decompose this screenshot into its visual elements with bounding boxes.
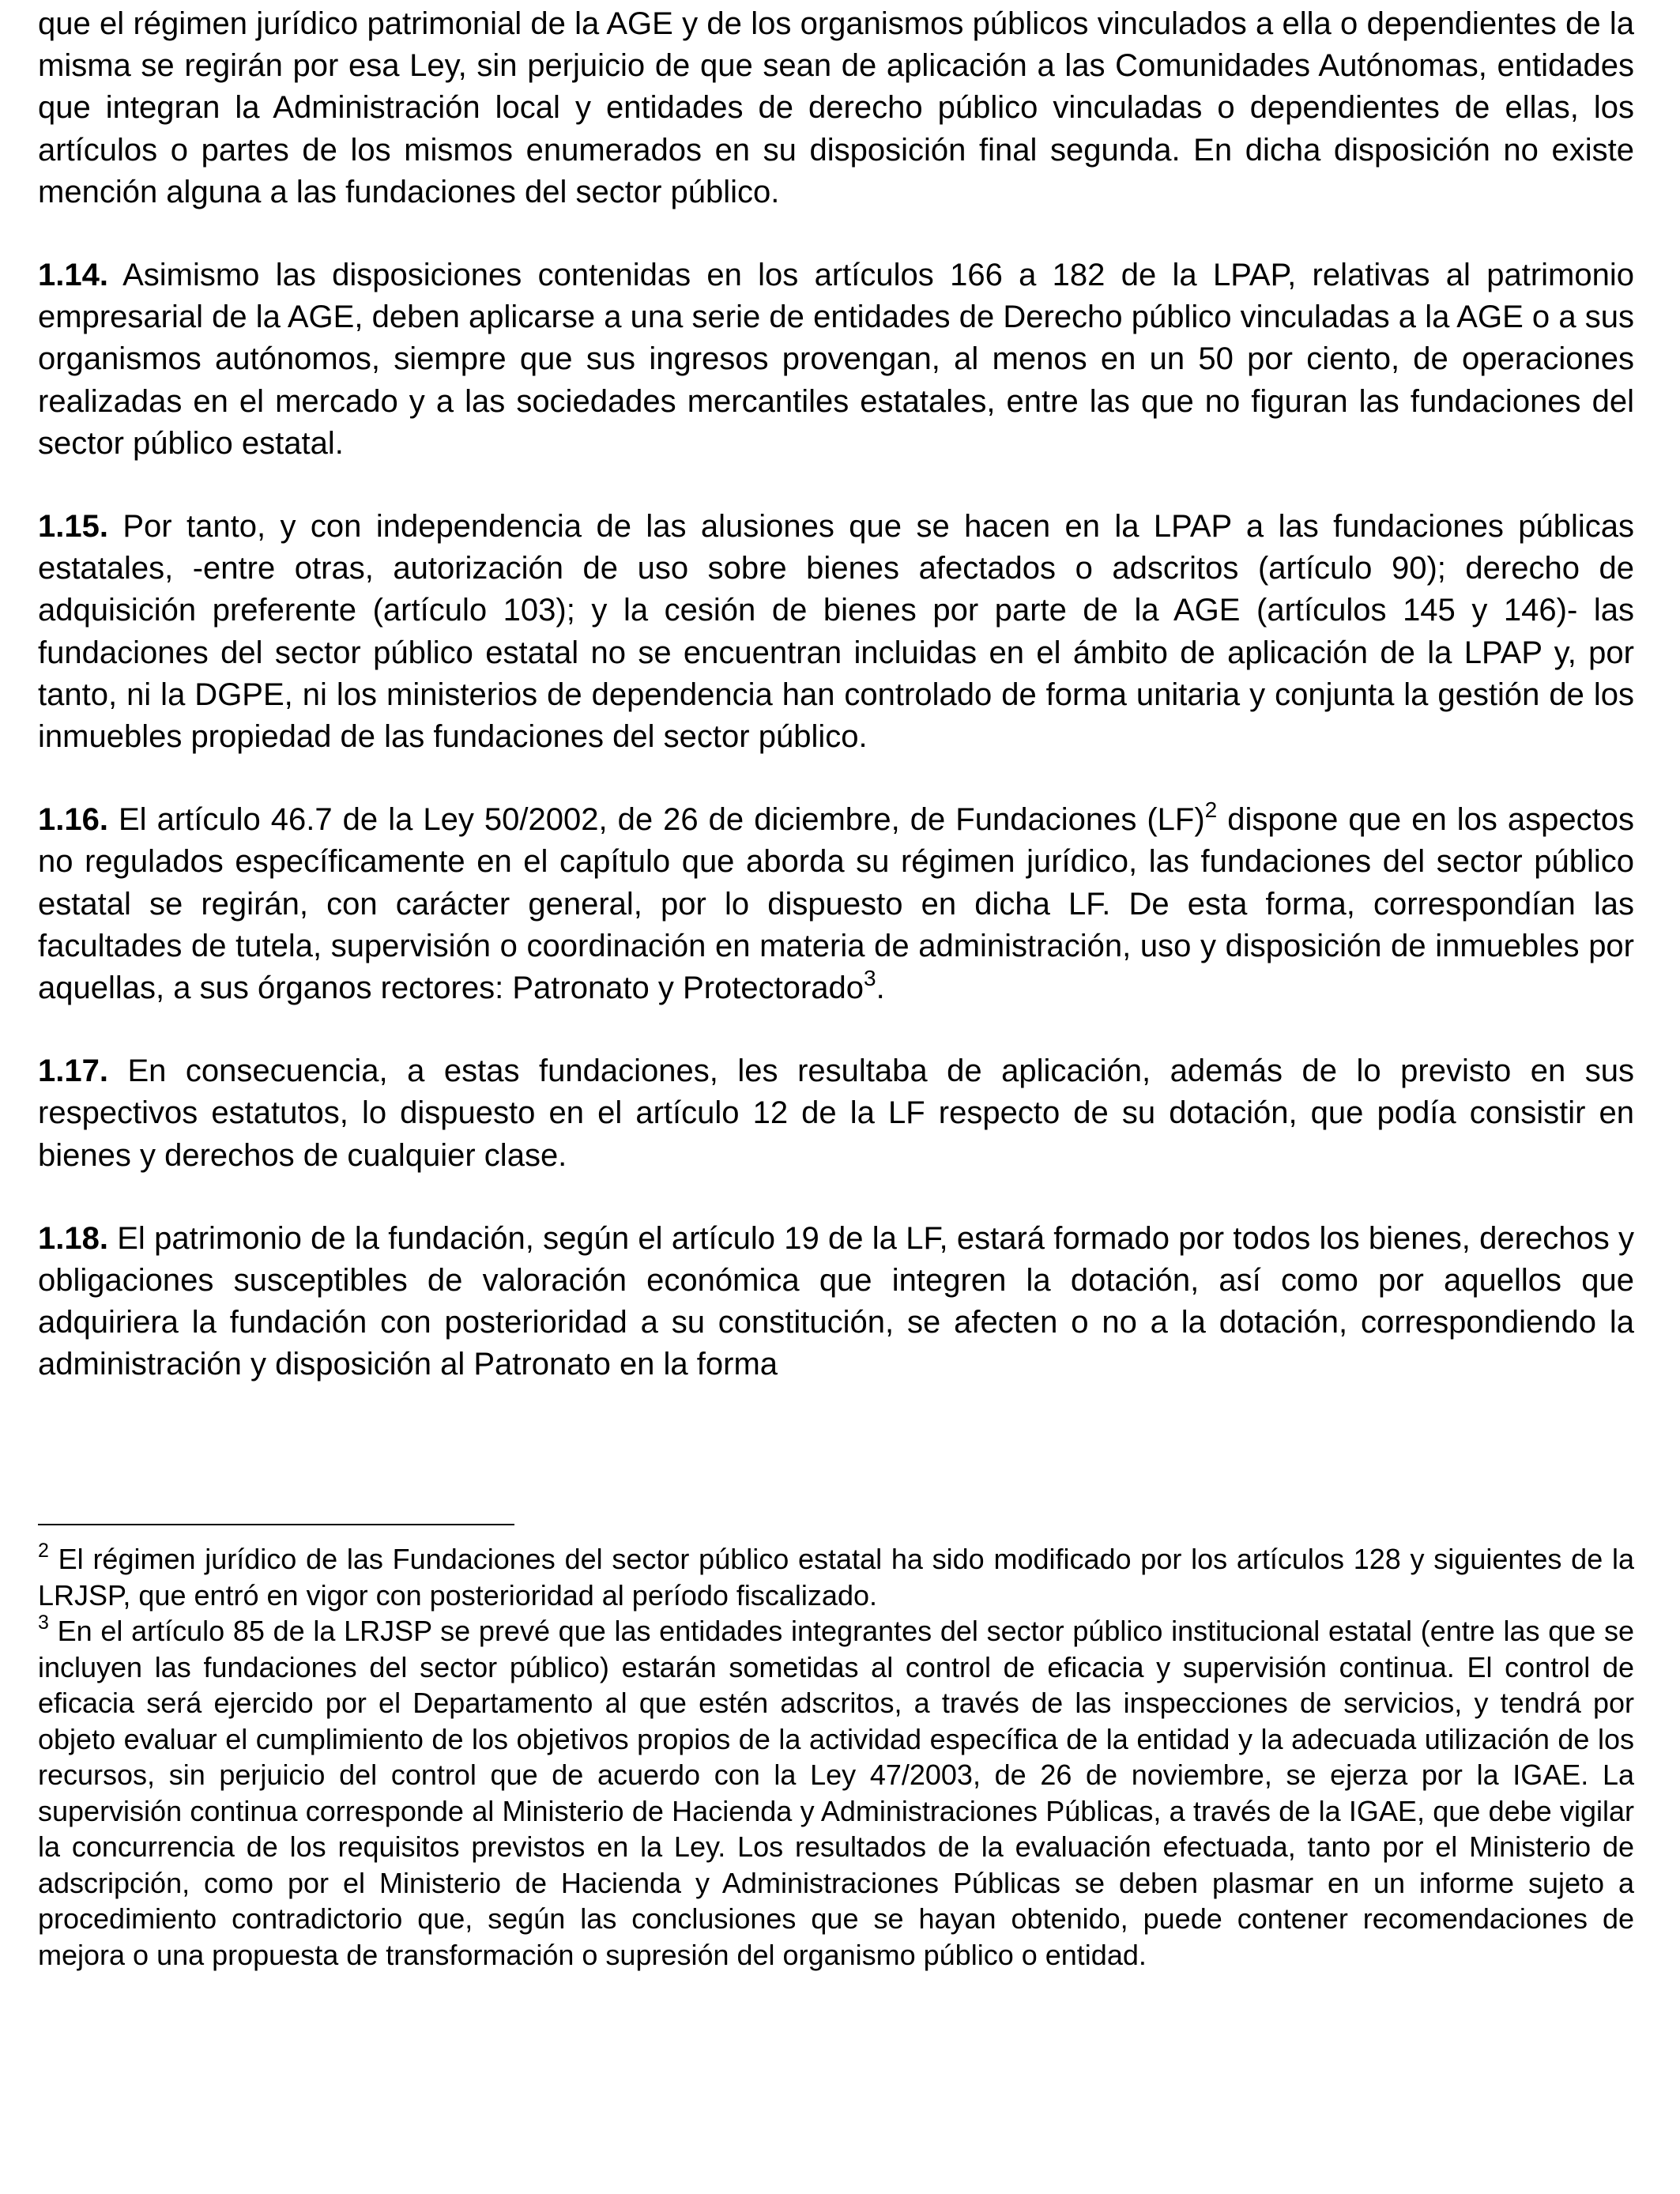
paragraph-text: El artículo 46.7 de la Ley 50/2002, de 26 de diciembre, de Fundaciones (LF) (107, 802, 1205, 838)
footnote-separator (38, 1524, 514, 1525)
paragraph-number: 1.15. (38, 509, 108, 545)
footnote-2 (38, 1541, 1634, 1613)
footnote-text: En el artículo 85 de la LRJSP se prevé que las entidades integrantes del sector público institucional estatal (entre las que se incluyen las fundaciones del sector público) estarán sometidas al control de eficacia y supervisión continua. El control de eficacia será ejercido por el Departamento al que estén adscritos, a través de las inspecciones de servicios, y tendrá por objeto evaluar el cumplimiento de los objetivos propios de la actividad específica de la entidad y la adecuada utilización de los recursos, sin perjuicio del control que de acuerdo con la Ley 47/2003, de 26 de noviembre, se ejerza por la IGAE. La supervisión continua corresponde al Ministerio de Hacienda y Administraciones Públicas, a través de la IGAE, que debe vigilar la concurrencia de los requisitos previstos en la Ley. Los resultados de la evaluación efectuada, tanto por el Ministerio de adscripción, como por el Ministerio de Hacienda y Administraciones Públicas se deben plasmar en un informe sujeto a procedimiento contradictorio que, según las conclusiones que se hayan obtenido, puede contener recomendaciones de mejora o una propuesta de transformación o supresión del organismo público o entidad. (38, 1615, 1634, 1971)
paragraph-text: dispone que en los aspectos no regulados específicamente en el capítulo que aborda su régimen jurídico, las fundaciones del sector público estatal se regirán, con carácter general, por lo dispuesto en dicha LF. De esta forma, correspondían las facultades de tutela, supervisión o coordinación en materia de administración, uso y disposición de inmuebles por aquellas, a sus órganos rectores: Patronato y Protectorado (38, 802, 1634, 1006)
paragraph-text: En consecuencia, a estas fundaciones, les resultaba de aplicación, además de lo previsto en sus respectivos estatutos, lo dispuesto en el artículo 12 de la LF respecto de su dotación, que podía consistir en bienes y derechos de cualquier clase. (38, 1054, 1634, 1173)
document-body (38, 0, 1634, 1427)
footnote-reference-3[interactable]: 3 (864, 965, 876, 990)
paragraph-number: 1.18. (38, 1220, 108, 1256)
paragraph-text: Asimismo las disposiciones contenidas en los artículos 166 a 182 de la LPAP, relativas al patrimonio empresarial de la AGE, deben aplicarse a una serie de entidades de Derecho público vinculadas a la AGE o a sus organismos autónomos, siempre que sus ingresos provengan, al menos en un 50 por ciento, de operaciones realizadas en el mercado y a las sociedades mercantiles estatales, entre las que no figuran las fundaciones del sector público estatal. (38, 258, 1634, 461)
paragraph-text: . (876, 971, 885, 1006)
footnote-text: El régimen jurídico de las Fundaciones del sector público estatal ha sido modificado por los artículos 128 y siguientes de la LRJSP, que entró en vigor con posterioridad al período fiscalizado. (38, 1543, 1634, 1612)
paragraph-text: Por tanto, y con independencia de las alusiones que se hacen en la LPAP a las fundaciones públicas estatales, -entre otras, autorización de uso sobre bienes afectados o adscritos (artículo 90); derecho de adquisición preferente (artículo 103); y la cesión de bienes por parte de la AGE (artículos 145 y 146)- las fundaciones del sector público estatal no se encuentran incluidas en el ámbito de aplicación de la LPAP y, por tanto, ni la DGPE, ni los ministerios de dependencia han controlado de forma unitaria y conjunta la gestión de los inmuebles propiedad de las fundaciones del sector público. (38, 509, 1634, 755)
paragraph-1-16 (38, 799, 1634, 1009)
paragraph-1-14 (38, 254, 1634, 465)
paragraph-number: 1.14. (38, 258, 108, 293)
paragraph-1-15 (38, 506, 1634, 758)
paragraph-1-17 (38, 1050, 1634, 1177)
footnote-mark: 2 (38, 1540, 49, 1562)
footnote-mark: 3 (38, 1612, 49, 1634)
paragraph-text: que el régimen jurídico patrimonial de la AGE y de los organismos públicos vinculados a ella o dependientes de la misma se regirán por esa Ley, sin perjuicio de que sean de aplicación a las Comunidades Autónomas, entidades que integran la Administración local y entidades de derecho público vinculadas o dependientes de ellas, los artículos o partes de los mismos enumerados en su disposición final segunda. En dicha disposición no existe mención alguna a las fundaciones del sector público. (38, 6, 1634, 209)
footnotes (38, 1541, 1634, 1973)
footnote-reference-2[interactable]: 2 (1204, 797, 1218, 822)
paragraph-number: 1.16. (38, 802, 108, 838)
paragraph-number: 1.17. (38, 1054, 108, 1089)
paragraph-text: El patrimonio de la fundación, según el artículo 19 de la LF, estará formado por todos los bienes, derechos y obligaciones susceptibles de valoración económica que integren la dotación, así como por aquellos que adquiriera la fundación con posterioridad a su constitución, se afecten o no a la dotación, correspondiendo la administración y disposición al Patronato en la forma (38, 1220, 1634, 1382)
paragraph-continuation (38, 3, 1634, 213)
paragraph-1-18 (38, 1218, 1634, 1386)
footnote-3 (38, 1613, 1634, 1973)
